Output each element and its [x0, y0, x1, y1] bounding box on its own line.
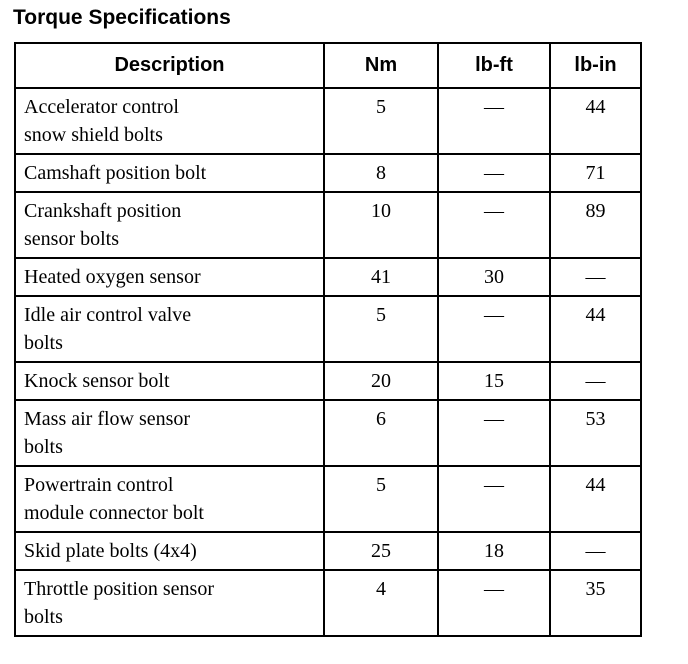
description-line: Accelerator control: [24, 96, 179, 118]
description-cell: [15, 192, 324, 258]
table-row: [15, 154, 641, 192]
table-row: [15, 532, 641, 570]
description-line: Heated oxygen sensor: [24, 266, 201, 288]
description-line: Mass air flow sensor: [24, 408, 191, 430]
lb-in-cell: —: [550, 258, 641, 296]
description-line: Knock sensor bolt: [24, 370, 170, 392]
nm-cell: 5: [324, 466, 438, 532]
lb-ft-cell: —: [438, 400, 550, 466]
lb-ft-cell: —: [438, 466, 550, 532]
description-line: module connector bolt: [24, 502, 204, 524]
document-title: Torque Specifications: [13, 6, 231, 29]
description-line: Powertrain control: [24, 474, 174, 496]
nm-cell: 6: [324, 400, 438, 466]
lb-ft-cell: —: [438, 570, 550, 636]
lb-ft-cell: —: [438, 296, 550, 362]
description-line: bolts: [24, 436, 63, 458]
description-line: snow shield bolts: [24, 124, 163, 146]
description-cell: [15, 154, 324, 192]
lb-ft-cell: 18: [438, 532, 550, 570]
table-row: [15, 362, 641, 400]
nm-cell: 5: [324, 88, 438, 154]
description-line: Camshaft position bolt: [24, 162, 207, 184]
lb-in-cell: 53: [550, 400, 641, 466]
description-cell: [15, 400, 324, 466]
description-cell: [15, 570, 324, 636]
table-row: [15, 258, 641, 296]
lb-in-cell: 35: [550, 570, 641, 636]
description-line: bolts: [24, 332, 63, 354]
table-row: [15, 466, 641, 532]
nm-cell: 5: [324, 296, 438, 362]
description-cell: [15, 466, 324, 532]
lb-in-cell: 89: [550, 192, 641, 258]
nm-cell: 25: [324, 532, 438, 570]
table-row: [15, 88, 641, 154]
description-cell: [15, 296, 324, 362]
lb-in-cell: —: [550, 362, 641, 400]
description-cell: [15, 532, 324, 570]
lb-in-cell: 44: [550, 296, 641, 362]
nm-cell: 4: [324, 570, 438, 636]
description-cell: [15, 362, 324, 400]
nm-cell: 8: [324, 154, 438, 192]
description-cell: [15, 258, 324, 296]
nm-cell: 41: [324, 258, 438, 296]
table-row: [15, 570, 641, 636]
description-line: Skid plate bolts (4x4): [24, 540, 197, 562]
description-line: bolts: [24, 606, 63, 628]
nm-cell: 20: [324, 362, 438, 400]
lb-ft-cell: 15: [438, 362, 550, 400]
table-body: [15, 88, 641, 636]
column-header-nm: Nm: [324, 43, 438, 88]
column-header-description: Description: [15, 43, 324, 88]
lb-in-cell: 44: [550, 88, 641, 154]
description-line: Crankshaft position: [24, 200, 182, 222]
description-line: sensor bolts: [24, 228, 119, 250]
torque-spec-table: [14, 42, 642, 637]
table-row: [15, 296, 641, 362]
description-line: Throttle position sensor: [24, 578, 214, 600]
lb-in-cell: —: [550, 532, 641, 570]
lb-in-cell: 71: [550, 154, 641, 192]
nm-cell: 10: [324, 192, 438, 258]
table-row: [15, 192, 641, 258]
lb-ft-cell: 30: [438, 258, 550, 296]
table-header: [15, 43, 641, 88]
lb-ft-cell: —: [438, 88, 550, 154]
lb-in-cell: 44: [550, 466, 641, 532]
lb-ft-cell: —: [438, 154, 550, 192]
column-header-lb-in: lb-in: [550, 43, 641, 88]
description-line: Idle air control valve: [24, 304, 192, 326]
description-cell: [15, 88, 324, 154]
table-row: [15, 400, 641, 466]
column-header-lb-ft: lb-ft: [438, 43, 550, 88]
lb-ft-cell: —: [438, 192, 550, 258]
header-row: [15, 43, 641, 88]
